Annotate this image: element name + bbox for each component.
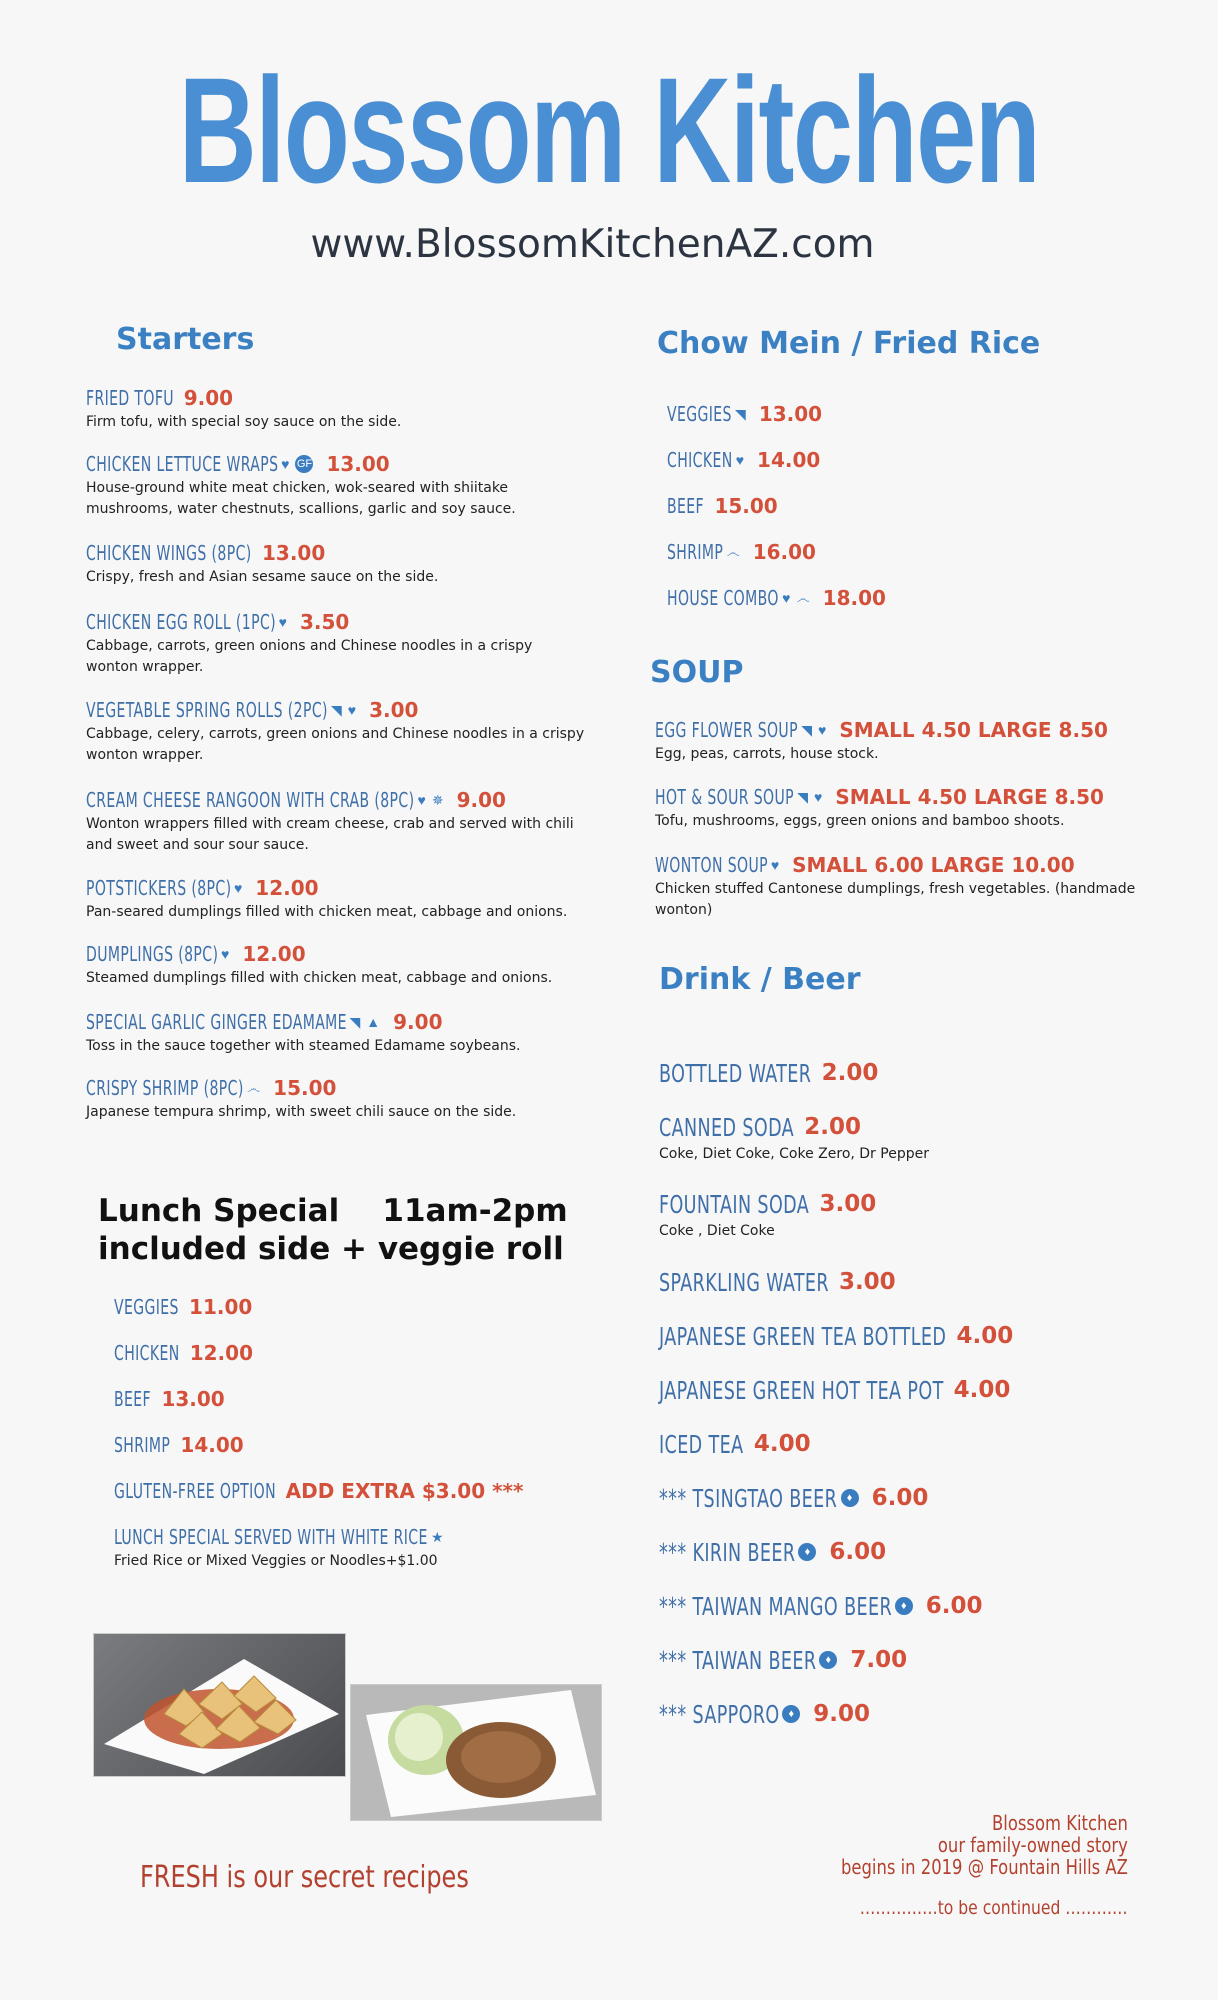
drink-item <box>659 1187 1159 1242</box>
item-row <box>667 492 1167 520</box>
starters-item <box>86 940 586 989</box>
item-name: SHRIMP <box>667 540 724 564</box>
item-meta <box>170 1433 243 1457</box>
item-meta <box>723 540 816 564</box>
item-price: 12.00 <box>189 1341 253 1365</box>
item-meta <box>947 1323 1014 1349</box>
drink-item <box>659 1427 1159 1461</box>
item-row <box>659 1589 1159 1623</box>
item-row <box>114 1339 614 1367</box>
item-meta <box>829 1269 896 1295</box>
item-name: *** SAPPORO <box>659 1699 780 1729</box>
item-name: *** TAIWAN BEER <box>659 1645 817 1675</box>
starters-item <box>86 696 586 766</box>
soup-item <box>655 851 1155 921</box>
item-price: 13.00 <box>758 402 823 426</box>
item-meta <box>744 1431 811 1457</box>
item-row <box>114 1293 614 1321</box>
soup-heading: SOUP <box>650 655 744 690</box>
leaf-icon: ◥ <box>797 788 809 805</box>
item-meta <box>252 541 325 565</box>
item-row <box>86 608 586 636</box>
crab-icon: ✵ <box>431 791 444 808</box>
item-description: Toss in the sauce together with steamed Edamame soybeans. <box>86 1038 521 1054</box>
item-name: ICED TEA <box>659 1429 744 1459</box>
heart-icon: ♥ <box>221 946 230 962</box>
item-row <box>655 851 1155 879</box>
item-meta <box>704 494 777 518</box>
lunch-item <box>114 1477 614 1505</box>
item-price: 15.00 <box>714 494 778 518</box>
item-price: ADD EXTRA $3.00 *** <box>285 1479 524 1503</box>
chow-item <box>667 584 1167 612</box>
item-meta <box>244 1076 337 1100</box>
item-name: CREAM CHEESE RANGOON WITH CRAB (8PC) <box>86 788 415 812</box>
item-price: 4.00 <box>753 1431 811 1457</box>
item-description: Steamed dumplings filled with chicken meat, cabbage and onions. <box>86 970 553 986</box>
item-price: 13.00 <box>326 452 390 476</box>
item-row <box>86 940 586 968</box>
item-description: Firm tofu, with special soy sauce on the side. <box>86 414 402 430</box>
lunch-item <box>114 1431 614 1459</box>
item-name: EGG FLOWER SOUP <box>655 718 798 742</box>
item-description: Wonton wrappers filled with cream cheese, crab and served with chili and sweet and sour sour sauce. <box>86 816 574 853</box>
item-row <box>114 1523 614 1551</box>
heart-icon: ♥ <box>417 792 426 808</box>
heart-icon: ♥ <box>818 722 827 738</box>
starters-item <box>86 539 586 588</box>
item-price: 2.00 <box>804 1114 861 1140</box>
item-name: FRIED TOFU <box>86 386 174 410</box>
item-description: Crispy, fresh and Asian sesame sauce on the side. <box>86 569 439 585</box>
chow-item <box>667 400 1167 428</box>
item-name: CHICKEN <box>667 448 733 472</box>
drink-item <box>659 1265 1159 1299</box>
chowmein-heading: Chow Mein / Fried Rice <box>657 326 1041 361</box>
item-price: 13.00 <box>161 1387 225 1411</box>
item-meta <box>179 1295 252 1319</box>
item-meta <box>276 610 350 634</box>
item-name: VEGETABLE SPRING ROLLS (2PC) <box>86 698 328 722</box>
item-price: 15.00 <box>273 1076 337 1100</box>
leaf-icon: ◥ <box>735 405 746 422</box>
item-price: 6.00 <box>829 1539 887 1565</box>
beer-icon: ♦ <box>782 1705 800 1723</box>
beer-icon: ♦ <box>798 1543 816 1561</box>
item-name: *** TAIWAN MANGO BEER <box>659 1591 893 1621</box>
item-row <box>659 1319 1159 1353</box>
item-meta <box>795 1539 886 1565</box>
item-price: 3.50 <box>299 610 350 634</box>
item-row <box>659 1481 1159 1515</box>
story-line-2: our family-owned story <box>938 1833 1128 1857</box>
item-price: 14.00 <box>180 1433 244 1457</box>
item-price: 9.00 <box>393 1010 443 1034</box>
item-description: Cabbage, carrots, green onions and Chinese noodles in a crispy wonton wrapper. <box>86 638 533 675</box>
item-name: GLUTEN-FREE OPTION <box>114 1479 276 1503</box>
item-price: 6.00 <box>925 1593 983 1619</box>
item-meta <box>151 1387 224 1411</box>
leaf-icon: ◥ <box>349 1013 361 1030</box>
item-row <box>86 696 586 724</box>
star-icon: ★ <box>430 1528 444 1545</box>
lunch-special-title: Lunch Special 11am-2pm included side + veggie roll <box>98 1193 568 1267</box>
item-name: *** KIRIN BEER <box>659 1537 796 1567</box>
item-price: 7.00 <box>850 1647 908 1673</box>
item-description: Coke, Diet Coke, Coke Zero, Dr Pepper <box>659 1146 929 1162</box>
item-row <box>667 538 1167 566</box>
item-name: CRISPY SHRIMP (8PC) <box>86 1076 244 1100</box>
item-meta <box>794 785 1104 809</box>
drink-item <box>659 1056 1159 1090</box>
item-name: CHICKEN WINGS (8PC) <box>86 541 252 565</box>
item-meta <box>733 448 821 472</box>
item-description: Egg, peas, carrots, house stock. <box>655 746 879 762</box>
item-price: 4.00 <box>953 1377 1011 1403</box>
heart-icon: ♥ <box>814 789 823 805</box>
item-name: SHRIMP <box>114 1433 171 1457</box>
item-price: SMALL 4.50 LARGE 8.50 <box>839 718 1108 742</box>
item-price: 18.00 <box>822 586 886 610</box>
chow-item <box>667 492 1167 520</box>
item-name: WONTON SOUP <box>655 853 768 877</box>
leaf-icon: ◥ <box>331 701 342 718</box>
item-description: Fried Rice or Mixed Veggies or Noodles+$1.00 <box>114 1553 438 1569</box>
item-name: VEGGIES <box>667 402 732 426</box>
item-name: LUNCH SPECIAL SERVED WITH WHITE RICE <box>114 1525 428 1549</box>
shrimp-icon: ෴ <box>796 589 810 606</box>
drink-item <box>659 1697 1159 1731</box>
item-meta <box>328 698 418 722</box>
item-meta <box>174 386 233 410</box>
item-row <box>659 1373 1159 1407</box>
item-name: BOTTLED WATER <box>659 1058 812 1088</box>
item-description: Pan-seared dumplings filled with chicken meat, cabbage and onions. <box>86 904 568 920</box>
item-name: VEGGIES <box>114 1295 179 1319</box>
item-meta <box>812 1060 879 1086</box>
story-line-3: begins in 2019 @ Fountain Hills AZ <box>841 1855 1128 1879</box>
lunch-item <box>114 1339 614 1367</box>
fresh-tagline: FRESH is our secret recipes <box>140 1860 469 1895</box>
item-name: SPECIAL GARLIC GINGER EDAMAME <box>86 1010 347 1034</box>
starters-item <box>86 786 586 856</box>
starters-item <box>86 450 586 520</box>
item-row <box>659 1110 1159 1144</box>
gluten-free-icon: GF <box>295 455 313 473</box>
item-row <box>667 446 1167 474</box>
item-row <box>86 786 586 814</box>
item-row <box>86 450 586 478</box>
item-meta <box>428 1529 447 1546</box>
item-price: 4.00 <box>956 1323 1014 1349</box>
item-meta <box>892 1593 983 1619</box>
heart-icon: ♥ <box>278 614 287 630</box>
family-story <box>841 1812 1128 1878</box>
item-row <box>86 874 586 902</box>
item-name: FOUNTAIN SODA <box>659 1189 810 1219</box>
item-description: Tofu, mushrooms, eggs, green onions and bamboo shoots. <box>655 813 1065 829</box>
item-row <box>659 1187 1159 1221</box>
item-name: POTSTICKERS (8PC) <box>86 876 232 900</box>
drink-item <box>659 1319 1159 1353</box>
item-price: 2.00 <box>821 1060 879 1086</box>
lunch-item <box>114 1523 614 1572</box>
item-price: 16.00 <box>752 540 816 564</box>
item-name: BEEF <box>114 1387 152 1411</box>
lettuce-wraps-photo <box>350 1684 602 1821</box>
item-meta <box>732 402 822 426</box>
item-row <box>667 584 1167 612</box>
soup-item <box>655 716 1155 765</box>
item-row <box>86 539 586 567</box>
flame-icon: ▲ <box>366 1014 381 1030</box>
heart-icon: ♥ <box>233 880 243 896</box>
item-meta <box>779 1701 870 1727</box>
item-meta <box>276 1479 524 1503</box>
item-row <box>659 1697 1159 1731</box>
item-name: DUMPLINGS (8PC) <box>86 942 219 966</box>
item-price: 6.00 <box>871 1485 929 1511</box>
starters-item <box>86 1008 586 1057</box>
item-description: Cabbage, celery, carrots, green onions and Chinese noodles in a crispy wonton wrapper. <box>86 726 585 763</box>
item-name: HOUSE COMBO <box>667 586 779 610</box>
item-row <box>86 1008 586 1036</box>
item-meta <box>816 1647 907 1673</box>
item-name: JAPANESE GREEN TEA BOTTLED <box>659 1321 947 1351</box>
item-name: BEEF <box>667 494 705 518</box>
item-price: 3.00 <box>819 1191 877 1217</box>
item-price: 9.00 <box>183 386 234 410</box>
starters-heading: Starters <box>116 322 255 357</box>
item-price: 11.00 <box>189 1295 253 1319</box>
item-price: SMALL 4.50 LARGE 8.50 <box>835 785 1104 809</box>
item-meta <box>768 853 1075 877</box>
item-description: Japanese tempura shrimp, with sweet chili sauce on the side. <box>86 1104 517 1120</box>
starters-item <box>86 874 586 923</box>
item-row <box>659 1265 1159 1299</box>
item-price: 9.00 <box>813 1701 871 1727</box>
website-url[interactable]: www.BlossomKitchenAZ.com <box>310 222 875 267</box>
item-price: SMALL 6.00 LARGE 10.00 <box>792 853 1075 877</box>
lunch-item <box>114 1385 614 1413</box>
item-meta <box>347 1010 443 1034</box>
item-name: HOT & SOUR SOUP <box>655 785 795 809</box>
item-row <box>659 1643 1159 1677</box>
item-name: CHICKEN LETTUCE WRAPS <box>86 452 279 476</box>
drink-item <box>659 1535 1159 1569</box>
to-be-continued: ……………to be continued ………… <box>860 1897 1128 1919</box>
item-row <box>667 400 1167 428</box>
item-price: 12.00 <box>242 942 306 966</box>
item-meta <box>944 1377 1011 1403</box>
item-name: JAPANESE GREEN HOT TEA POT <box>659 1375 944 1405</box>
drink-item <box>659 1110 1159 1165</box>
item-name: *** TSINGTAO BEER <box>659 1483 838 1513</box>
starters-item <box>86 1074 586 1123</box>
chow-item <box>667 446 1167 474</box>
beer-icon: ♦ <box>819 1651 837 1669</box>
item-meta <box>838 1485 929 1511</box>
heart-icon: ♥ <box>770 857 780 873</box>
item-row <box>86 384 586 412</box>
item-row <box>114 1477 614 1505</box>
item-row <box>659 1427 1159 1461</box>
soup-item <box>655 783 1155 832</box>
item-price: 12.00 <box>255 876 319 900</box>
item-name: CHICKEN EGG ROLL (1PC) <box>86 610 277 634</box>
item-description: Chicken stuffed Cantonese dumplings, fresh vegetables. (handmade wonton) <box>655 881 1136 918</box>
item-meta <box>180 1341 253 1365</box>
item-meta <box>779 586 886 610</box>
starters-item <box>86 608 586 678</box>
item-meta <box>798 718 1108 742</box>
item-name: CANNED SODA <box>659 1112 795 1142</box>
item-row <box>86 1074 586 1102</box>
item-price: 3.00 <box>838 1269 896 1295</box>
shrimp-icon: ෴ <box>726 543 740 560</box>
heart-icon: ♥ <box>735 452 745 468</box>
item-price: 9.00 <box>456 788 506 812</box>
item-row <box>655 783 1155 811</box>
item-price: 3.00 <box>369 698 419 722</box>
item-meta <box>231 876 319 900</box>
item-name: CHICKEN <box>114 1341 180 1365</box>
lunch-item <box>114 1293 614 1321</box>
heart-icon: ♥ <box>347 702 357 718</box>
story-line-1: Blossom Kitchen <box>992 1811 1128 1835</box>
drink-item <box>659 1373 1159 1407</box>
item-meta <box>810 1191 877 1217</box>
item-price: 14.00 <box>757 448 821 472</box>
item-row <box>655 716 1155 744</box>
heart-icon: ♥ <box>782 590 791 606</box>
starters-item <box>86 384 586 433</box>
item-meta <box>218 942 306 966</box>
drink-item <box>659 1589 1159 1623</box>
item-description: House-ground white meat chicken, wok-seared with shiitake mushrooms, water chestnuts, scallions, garlic and soy sauce. <box>86 480 516 517</box>
beer-icon: ♦ <box>895 1597 913 1615</box>
drinks-heading: Drink / Beer <box>659 962 861 997</box>
item-row <box>659 1535 1159 1569</box>
item-description: Coke , Diet Coke <box>659 1223 775 1239</box>
item-row <box>114 1385 614 1413</box>
item-row <box>114 1431 614 1459</box>
chow-item <box>667 538 1167 566</box>
leaf-icon: ◥ <box>801 721 813 738</box>
drink-item <box>659 1481 1159 1515</box>
heart-icon: ♥ <box>281 456 290 472</box>
rangoon-photo <box>93 1633 346 1777</box>
shrimp-icon: ෴ <box>246 1079 261 1096</box>
beer-icon: ♦ <box>841 1489 859 1507</box>
item-row <box>659 1056 1159 1090</box>
restaurant-title: Blossom Kitchen <box>178 46 1040 214</box>
item-price: 13.00 <box>262 541 326 565</box>
item-meta <box>794 1114 861 1140</box>
drink-item <box>659 1643 1159 1677</box>
item-meta <box>415 788 506 812</box>
item-name: SPARKLING WATER <box>659 1267 829 1297</box>
item-meta <box>278 452 390 476</box>
